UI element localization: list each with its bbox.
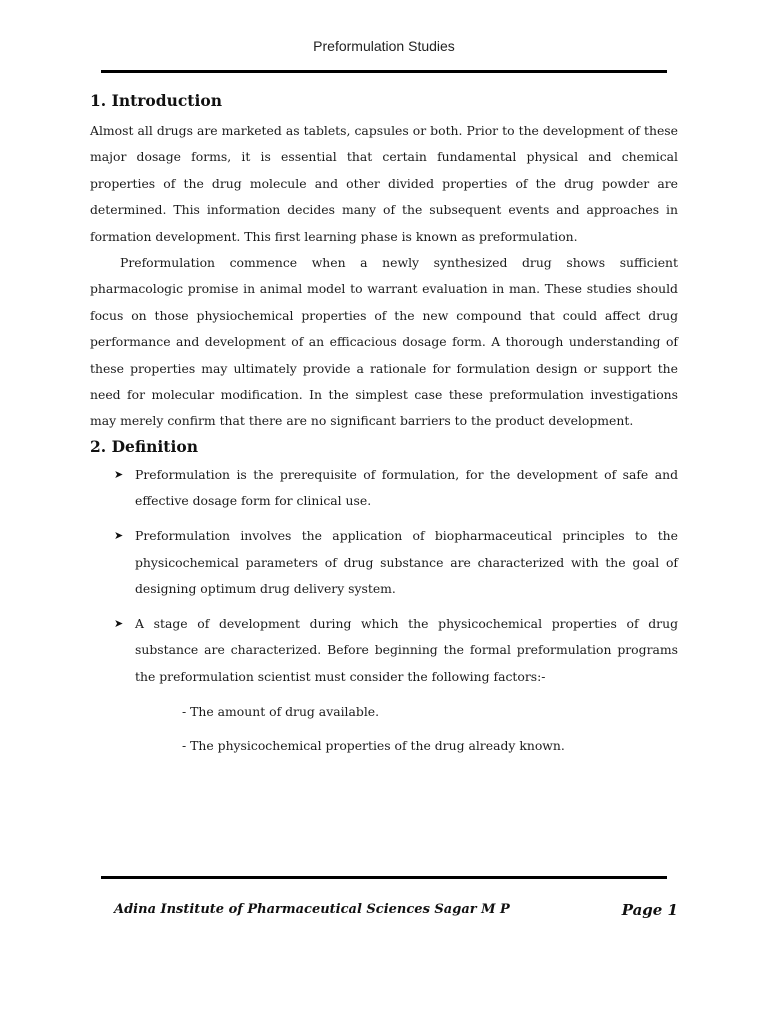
definition-bullet-text: A stage of development during which the physicochemical properties of drug substance are characterized. Before beginning the formal preformulation programs the preformulation scientist must consider the following factors:- [135, 615, 678, 685]
introduction-heading: 1. Introduction [90, 91, 222, 110]
definition-heading: 2. Definition [90, 436, 198, 456]
factor-item-2: - The physicochemical properties of the drug already known. [182, 737, 565, 753]
footer-institute: Adina Institute of Pharmaceutical Sciences Sagar M P [114, 902, 510, 917]
definition-bullet-text: Preformulation involves the application of biopharmaceutical principles to the physicochemical parameters of drug substance are characterized with the goal of designing optimum drug delivery system. [135, 528, 678, 597]
header-rule [101, 70, 667, 73]
introduction-paragraph-1: Almost all drugs are marketed as tablets, capsules or both. Prior to the development of these major dosage forms, it is essential that certain fundamental physical and chemical properties of the drug molecule and other divided properties of the drug powder are determined. This information decides many of the subsequent events and approaches in formation development. This first learning phase is known as preformulation. [90, 123, 678, 244]
definition-bullet-1 [90, 462, 678, 515]
page-content [90, 90, 678, 767]
introduction-paragraph-2: Preformulation commence when a newly synthesized drug shows sufficient pharmacologic promise in animal model to warrant evaluation in man. These studies should focus on those physiochemical properties of the new compound that could affect drug performance and development of an efficacious dosage form. A thorough understanding of these properties may ultimately provide a rationale for formulation design or support the need for molecular modification. In the simplest case these preformulation investigations may merely confirm that there are no significant barriers to the product development. [90, 255, 678, 429]
page-number: Page 1 [621, 901, 678, 919]
arrowhead-bullet-icon: ➤ [114, 529, 124, 543]
definition-bullet-text: Preformulation is the prerequisite of formulation, for the development of safe and effective dosage form for clinical use. [135, 466, 678, 509]
running-header: Preformulation Studies [313, 38, 455, 54]
definition-bullet-2 [90, 523, 678, 603]
arrowhead-bullet-icon: ➤ [114, 616, 124, 630]
factors-list [90, 699, 678, 759]
definition-bullet-3 [90, 611, 678, 691]
arrowhead-bullet-icon: ➤ [114, 467, 124, 481]
factor-item-1: - The amount of drug available. [182, 703, 380, 719]
footer-rule [101, 876, 667, 879]
definition-bullet-list [90, 462, 678, 691]
